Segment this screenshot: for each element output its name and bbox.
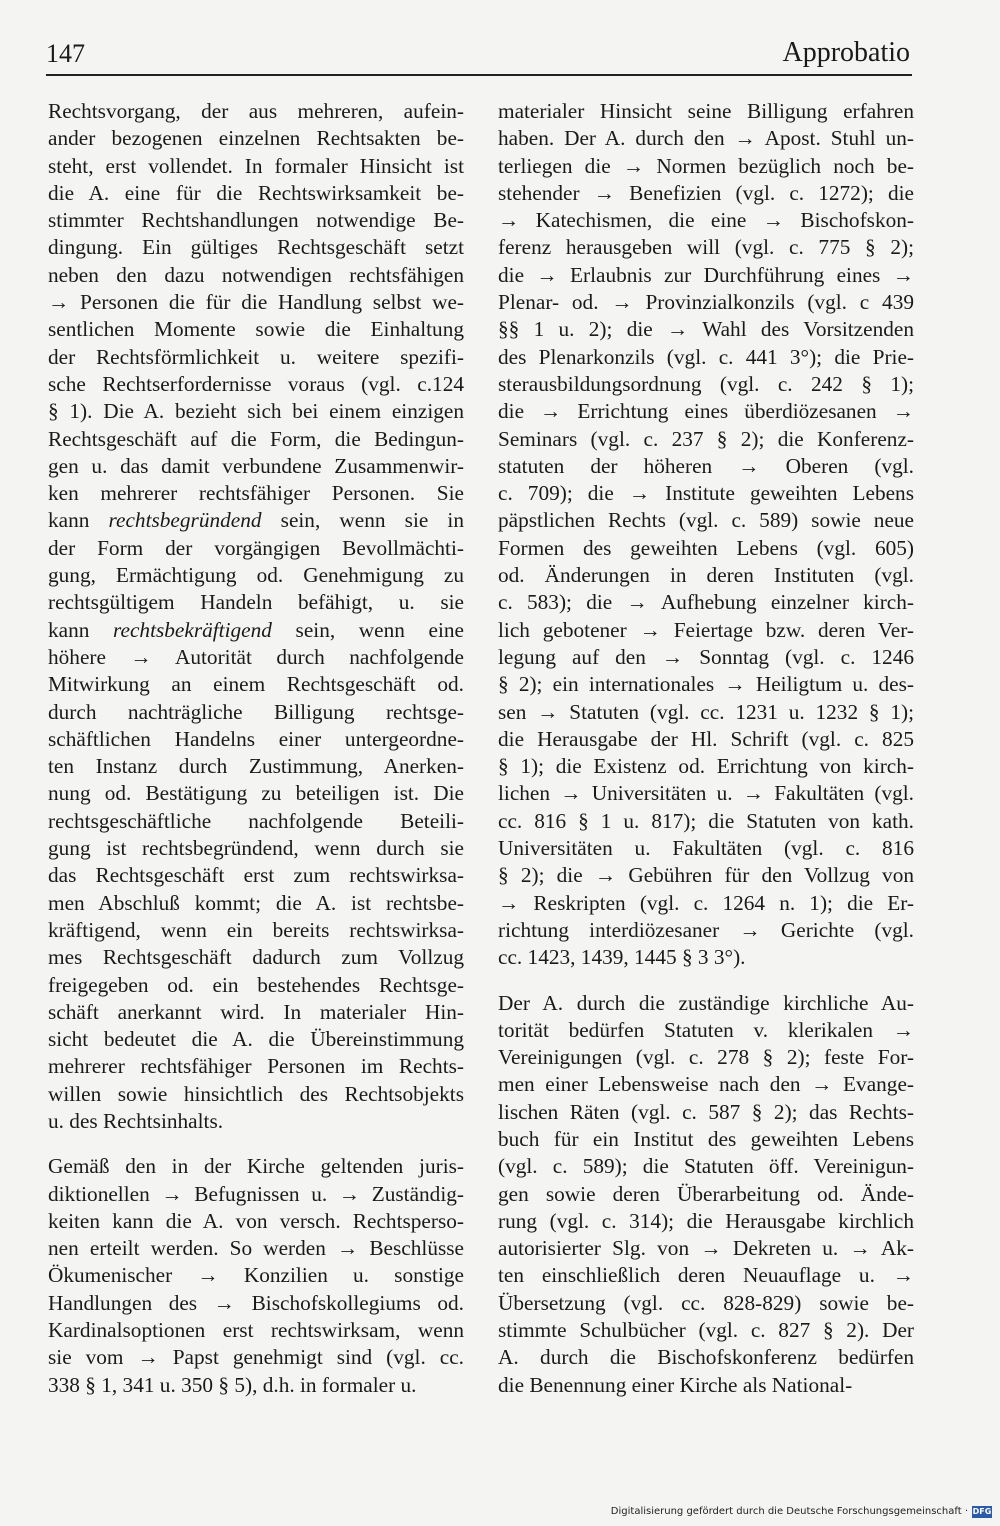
text-line: schäft anerkannt wird. In materialer Hin- <box>48 999 464 1024</box>
paragraph <box>48 98 464 1135</box>
digitization-credit <box>611 1505 992 1519</box>
text-line: dingung. Ein gültiges Rechtsgeschäft setzt <box>48 235 464 260</box>
text-line: materialer Hinsicht seine Billigung erfahren <box>498 99 914 123</box>
text-line: ten einschließlich deren Neuauflage u. → <box>498 1263 914 1288</box>
text-line: lichen → Universitäten u. → Fakultäten (vgl. <box>498 781 914 806</box>
text-line: durch nachträgliche Billigung rechtsge- <box>48 699 464 724</box>
text-line: sche Rechtserfordernisse voraus (vgl. c.124 <box>48 371 464 396</box>
text-line: des Plenarkonzils (vgl. c. 441 3°); die Prie- <box>498 344 914 369</box>
text-line: stehender → Benefizien (vgl. c. 1272); die <box>498 180 914 205</box>
text-line: gung, Ermächtigung od. Genehmigung zu <box>48 563 464 588</box>
text-line: lischen Räten (vgl. c. 587 § 2); das Rechts- <box>498 1099 914 1124</box>
text-line: ten Instanz durch Zustimmung, Anerken- <box>48 754 464 779</box>
text-line: Kardinalsoptionen erst rechtswirksam, wenn <box>48 1318 464 1343</box>
text-line: schäftlichen Handelns einer untergeordne- <box>48 726 464 751</box>
text-line: Rechtsgeschäft auf die Form, die Bedingun- <box>48 426 464 451</box>
text-line: § 1). Die A. bezieht sich bei einem einzigen <box>48 399 464 424</box>
text-line: diktionellen → Befugnissen u. → Zuständig- <box>48 1181 464 1206</box>
text-line: § 2); die → Gebühren für den Vollzug von <box>498 863 914 888</box>
text-line: ander bezogenen einzelnen Rechtsakten be- <box>48 126 464 151</box>
text-line: das Rechtsgeschäft erst zum rechtswirksa- <box>48 863 464 888</box>
text-line: päpstlichen Rechts (vgl. c. 589) sowie neue <box>498 508 914 533</box>
text-line: mehrerer rechtsfähiger Personen im Rechts- <box>48 1054 464 1079</box>
text-line: sen → Statuten (vgl. cc. 1231 u. 1232 § 1); <box>498 699 914 724</box>
text-line: c. 583); die → Aufhebung einzelner kirch- <box>498 590 914 615</box>
page-number: 147 <box>46 39 85 68</box>
text-line: gen u. das damit verbundene Zusammenwir- <box>48 453 464 478</box>
emphasized-term: rechtsbegründend <box>108 508 262 533</box>
text-line: buch für ein Institut des geweihten Lebens <box>498 1126 914 1151</box>
text-line: (vgl. c. 589); die Statuten öff. Vereinigun- <box>498 1154 914 1179</box>
text-line: rung (vgl. c. 314); die Herausgabe kirchlich <box>498 1208 914 1233</box>
text-line: Handlungen des → Bischofskollegiums od. <box>48 1290 464 1315</box>
text-line: stimmte Schulbücher (vgl. c. 827 § 2). Der <box>498 1318 914 1343</box>
text-line: → Reskripten (vgl. c. 1264 n. 1); die Er- <box>498 890 914 915</box>
text-line: die Benennung einer Kirche als National- <box>498 1372 853 1397</box>
text-line: legung auf den → Sonntag (vgl. c. 1246 <box>498 644 914 669</box>
text-line: od. Änderungen in deren Instituten (vgl. <box>498 563 914 588</box>
text-line: Rechtsvorgang, der aus mehreren, aufein- <box>48 99 464 123</box>
text-line: mes Rechtsgeschäft dadurch zum Vollzug <box>48 945 464 970</box>
text-line: die → Errichtung eines überdiözesanen → <box>498 399 914 424</box>
text-line: §§ 1 u. 2); die → Wahl des Vorsitzenden <box>498 317 914 342</box>
text-line: richtung interdiözesaner → Gerichte (vgl. <box>498 917 914 942</box>
text-line: stimmter Rechtshandlungen notwendige Be- <box>48 208 464 233</box>
text-line: sie vom → Papst genehmigt sind (vgl. cc. <box>48 1345 464 1370</box>
text-line: men einer Lebensweise nach den → Evange- <box>498 1072 914 1097</box>
text-line: Gemäß den in der Kirche geltenden juris- <box>48 1154 464 1179</box>
text-line: sicht bedeutet die A. die Übereinstimmung <box>48 1027 464 1052</box>
text-line: Formen des geweihten Lebens (vgl. 605) <box>498 535 914 560</box>
text-line: steht, erst vollendet. In formaler Hinsicht ist <box>48 153 464 178</box>
text-line: rechtsgültigem Handeln befähigt, u. sie <box>48 590 464 615</box>
left-column <box>48 98 464 1399</box>
text-line: rechtsgeschäftliche nachfolgende Beteili- <box>48 808 464 833</box>
text-line: Übersetzung (vgl. cc. 828-829) sowie be- <box>498 1290 914 1315</box>
text-line: die → Erlaubnis zur Durchführung eines → <box>498 262 914 287</box>
text-line: Universitäten u. Fakultäten (vgl. c. 816 <box>498 836 914 861</box>
text-line: Seminars (vgl. c. 237 § 2); die Konferenz- <box>498 426 914 451</box>
text-line: gen sowie deren Überarbeitung od. Ände- <box>498 1181 914 1206</box>
paragraph <box>48 1153 464 1399</box>
emphasized-term: rechtsbekräftigend <box>113 617 272 642</box>
text-line: Der A. durch die zuständige kirchliche Au- <box>498 990 914 1015</box>
text-line: höhere → Autorität durch nachfolgende <box>48 644 464 669</box>
text-line: terliegen die → Normen bezüglich noch be- <box>498 153 914 178</box>
text-line: haben. Der A. durch den → Apost. Stuhl un- <box>498 126 914 151</box>
text-line: der Rechtsförmlichkeit u. weitere spezifi- <box>48 344 464 369</box>
text-line: § 2); ein internationales → Heiligtum u. des- <box>498 672 914 697</box>
text-line: sentlichen Momente sowie die Einhaltung <box>48 317 464 342</box>
text-line: willen sowie hinsichtlich des Rechtsobjekts <box>48 1081 464 1106</box>
text-line: keiten kann die A. von versch. Rechtsperso- <box>48 1208 464 1233</box>
header-rule <box>46 74 912 76</box>
text-line: nen erteilt werden. So werden → Beschlüsse <box>48 1236 464 1261</box>
text-line: autorisierter Slg. von → Dekreten u. → Ak- <box>498 1236 914 1261</box>
text-line: statuten der höheren → Oberen (vgl. <box>498 453 914 478</box>
text-line: § 1); die Existenz od. Errichtung von kirch- <box>498 754 914 779</box>
text-line: c. 709); die → Institute geweihten Lebens <box>498 481 914 506</box>
text-line: kräftigend, wenn ein bereits rechtswirksa- <box>48 917 464 942</box>
text-line: sterausbildungsordnung (vgl. c. 242 § 1); <box>498 371 914 396</box>
text-line: ken mehrerer rechtsfähiger Personen. Sie <box>48 481 464 506</box>
text-line: → Personen die für die Handlung selbst we- <box>48 290 464 315</box>
text-line: Plenar- od. → Provinzialkonzils (vgl. c 439 <box>498 290 914 315</box>
text-line: neben den dazu notwendigen rechtsfähigen <box>48 262 464 287</box>
text-line: die A. eine für die Rechtswirksamkeit be- <box>48 180 464 205</box>
text-line: ferenz herausgeben will (vgl. c. 775 § 2); <box>498 235 914 260</box>
text-line: cc. 816 § 1 u. 817); die Statuten von kath. <box>498 808 914 833</box>
text-line: nung od. Bestätigung zu beteiligen ist. Die <box>48 781 464 806</box>
text-line: gung ist rechtsbegründend, wenn durch sie <box>48 836 464 861</box>
text-line: freigegeben od. ein bestehendes Rechtsge- <box>48 972 464 997</box>
text-line: 338 § 1, 341 u. 350 § 5), d.h. in formaler u. <box>48 1372 417 1397</box>
text-line: u. des Rechtsinhalts. <box>48 1108 224 1133</box>
text-line: Ökumenischer → Konzilien u. sonstige <box>48 1263 464 1288</box>
text-line: Mitwirkung an einem Rechtsgeschäft od. <box>48 672 464 697</box>
text-line: torität bedürfen Statuten v. klerikalen → <box>498 1017 914 1042</box>
text-line: Vereinigungen (vgl. c. 278 § 2); feste For- <box>498 1045 914 1070</box>
text-line: men Abschluß kommt; die A. ist rechtsbe- <box>48 890 464 915</box>
dfg-logo: DFG <box>972 1507 992 1516</box>
text-line: → Katechismen, die eine → Bischofskon- <box>498 208 914 233</box>
text-line: kann rechtsbekräftigend sein, wenn eine <box>48 617 464 642</box>
paragraph <box>498 98 914 972</box>
text-line: lich gebotener → Feiertage bzw. deren Ver- <box>498 617 914 642</box>
running-head: Approbatio <box>782 37 910 68</box>
footer-text: Digitalisierung gefördert durch die Deutsche Forschungsgemeinschaft · <box>610 1506 968 1517</box>
right-column <box>498 98 914 1399</box>
text-line: der Form der vorgängigen Bevollmächti- <box>48 535 464 560</box>
paragraph <box>498 990 914 1399</box>
text-line: die Herausgabe der Hl. Schrift (vgl. c. 825 <box>498 726 914 751</box>
text-line: cc. 1423, 1439, 1445 § 3 3°). <box>498 945 746 970</box>
text-line: kann rechtsbegründend sein, wenn sie in <box>48 508 464 533</box>
text-line: A. durch die Bischofskonferenz bedürfen <box>498 1345 914 1370</box>
